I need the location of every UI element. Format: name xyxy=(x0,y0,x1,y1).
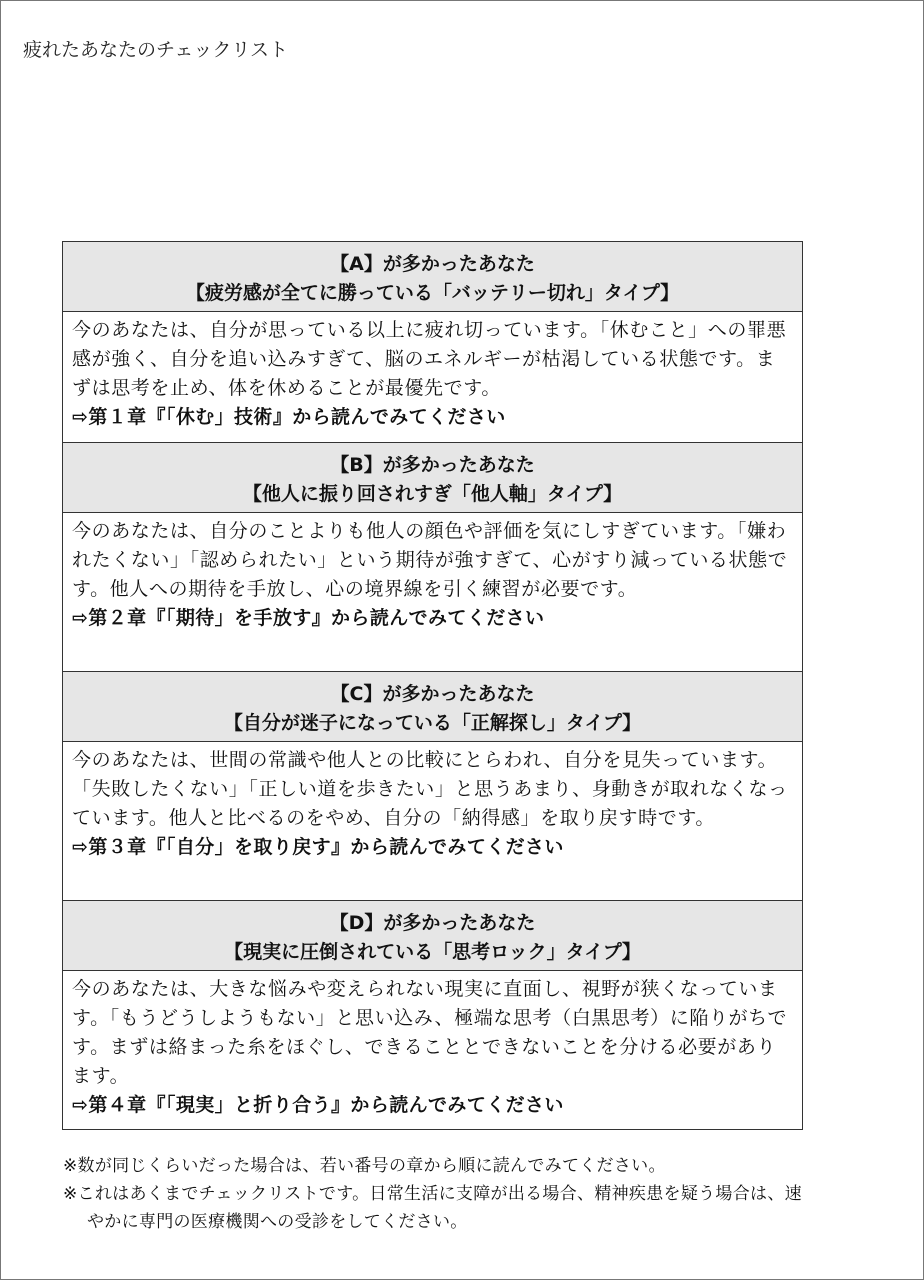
section-description: 今のあなたは、自分のことよりも他人の顔色や評価を気にしすぎています。「嫌われたくない」「認められたい」という期待が強すぎて、心がすり減っている状態です。他人への期待を手放し、心の境界線を引く練習が必要です。 xyxy=(72,520,788,600)
chapter-recommendation: ⇨第２章『「期待」を手放す』から読んでみてください xyxy=(72,607,545,629)
section-heading: 【B】が多かったあなた xyxy=(330,454,535,476)
document-title: 疲れたあなたのチェックリスト xyxy=(23,39,289,61)
section-type-name: 【他人に振り回されすぎ「他人軸」タイプ】 xyxy=(242,483,623,505)
footnotes xyxy=(63,1152,808,1236)
chapter-recommendation: ⇨第３章『「自分」を取り戻す』から読んでみてください xyxy=(72,836,564,858)
section-description: 今のあなたは、自分が思っている以上に疲れ切っています。「休むこと」への罪悪感が強く、自分を追い込みすぎて、脳のエネルギーが枯渇している状態です。まずは思考を止め、体を休めることが最優先です。 xyxy=(72,319,787,399)
chapter-recommendation: ⇨第４章『「現実」と折り合う』から読んでみてください xyxy=(72,1094,564,1116)
section-header xyxy=(63,672,802,742)
section-type-name: 【疲労感が全てに勝っている「バッテリー切れ」タイプ】 xyxy=(185,282,680,304)
result-section-b xyxy=(63,443,802,672)
footnote: ※これはあくまでチェックリストです。日常生活に支障が出る場合、精神疾患を疑う場合は、速やかに専門の医療機関への受診をしてください。 xyxy=(63,1184,802,1232)
section-body xyxy=(63,312,802,442)
section-header xyxy=(63,443,802,513)
section-description: 今のあなたは、世間の常識や他人との比較にとらわれ、自分を見失っています。「失敗したくない」「正しい道を歩きたい」と思うあまり、身動きが取れなくなっています。他人と比べるのをやめ、自分の「納得感」を取り戻す時です。 xyxy=(72,749,788,829)
section-body xyxy=(63,513,802,671)
result-section-a xyxy=(63,242,802,443)
section-header xyxy=(63,901,802,971)
section-heading: 【C】が多かったあなた xyxy=(330,683,535,705)
chapter-recommendation: ⇨第１章『「休む」技術』から読んでみてください xyxy=(72,406,506,428)
section-heading: 【A】が多かったあなた xyxy=(330,253,535,275)
footnote: ※数が同じくらいだった場合は、若い番号の章から順に読んでみてください。 xyxy=(63,1156,666,1176)
result-table xyxy=(62,241,803,1130)
section-type-name: 【現実に圧倒されている「思考ロック」タイプ】 xyxy=(224,941,641,963)
result-section-d xyxy=(63,901,802,1130)
section-type-name: 【自分が迷子になっている「正解探し」タイプ】 xyxy=(223,712,642,734)
section-header xyxy=(63,242,802,312)
section-body xyxy=(63,742,802,900)
section-heading: 【D】が多かったあなた xyxy=(329,912,536,934)
section-body xyxy=(63,971,802,1129)
section-description: 今のあなたは、大きな悩みや変えられない現実に直面し、視野が狭くなっています。「もうどうしようもない」と思い込み、極端な思考（白黒思考）に陥りがちです。まずは絡まった糸をほぐし、できることとできないことを分ける必要があります。 xyxy=(72,978,788,1087)
result-section-c xyxy=(63,672,802,901)
